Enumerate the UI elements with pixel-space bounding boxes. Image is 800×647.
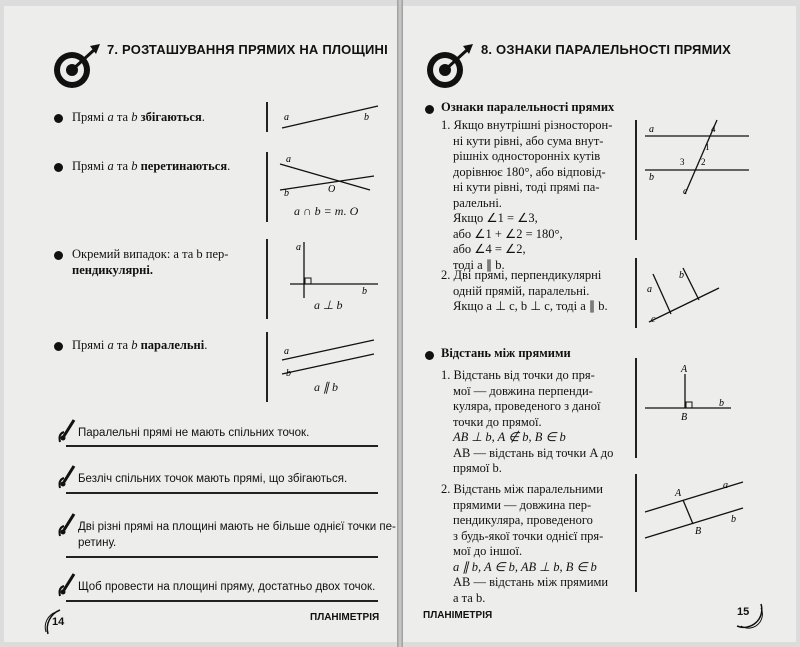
note-coincide: Безліч спільних точок мають прямі, що збігаються. bbox=[78, 473, 348, 485]
svg-text:a: a bbox=[284, 346, 289, 357]
svg-text:b: b bbox=[284, 188, 289, 199]
note-intersect-line1: Дві різні прямі на площині мають не більше однієї точки пе- bbox=[78, 521, 396, 533]
svg-text:3: 3 bbox=[680, 157, 685, 167]
page-title: 7. РОЗТАШУВАННЯ ПРЯМИХ НА ПЛОЩИНІ bbox=[107, 42, 388, 57]
pen-note-icon bbox=[56, 512, 78, 540]
diagram-perpendicular-lines bbox=[274, 238, 384, 303]
note-parallel: Паралельні прямі не мають спільних точок. bbox=[78, 427, 310, 439]
statement-coincide: Прямі a та b збігаються. bbox=[72, 110, 205, 124]
svg-text:B: B bbox=[695, 526, 702, 537]
statement-intersect: Прямі a та b перетинаються. bbox=[72, 159, 231, 173]
diagram-distance-parallel bbox=[643, 476, 753, 546]
bullet bbox=[54, 251, 63, 260]
bullet bbox=[425, 105, 434, 114]
svg-text:c: c bbox=[651, 314, 656, 325]
diagram-parallel-lines bbox=[274, 332, 384, 377]
divider bbox=[635, 358, 637, 458]
divider bbox=[635, 120, 637, 240]
note-rule bbox=[66, 445, 378, 447]
target-icon bbox=[52, 42, 104, 90]
left-page bbox=[4, 6, 397, 642]
divider bbox=[266, 239, 268, 319]
page-number-arc-icon bbox=[731, 596, 765, 630]
section-heading-parallel-signs: Ознаки паралельності прямих bbox=[441, 100, 615, 114]
svg-text:a: a bbox=[296, 242, 301, 253]
diagram-coinciding-lines bbox=[274, 98, 384, 138]
svg-text:c: c bbox=[683, 186, 688, 197]
svg-text:b: b bbox=[362, 286, 367, 297]
diagram-point-to-line bbox=[643, 364, 743, 434]
right-page: 8. ОЗНАКИ ПАРАЛЕЛЬНОСТІ ПРЯМИХ Ознаки паралельності прямих 1. Якщо внутрішні різносторон- ні кути рівні, або сума внут- рішніх односторонніх кутів дорівнює 180°, або відповід- ні кути рівні, тоді прямі па- ралельні. Якщо ∠1 = ∠3, або ∠1 + ∠2 = 180°, або ∠4 = ∠2, тоді a ∥ b. a b c 1 2 3 4 2. Дві прямі, перпендикулярні одній прямій, паралельні. Якщо a ⊥ c, b ⊥ c, тоді a ∥ b. a b c Відстань між прямими 1. Відстань від точки до пря- мої — довжина перпенди- куляра, проведеного з даної точки до прямої. AB ⊥ b, A ∉ b, B ∈ b AB — відстань від точки A до прямої b. A B b 2. Відстань між паралельними прямими — довжина пер- пендикуляра, проведеного з будь-якої точки однієї пря- мої до іншої. a ∥ b, A ∈ b, AB ⊥ b, B ∈ b AB — відстань між прямими a та b. A B a b ПЛАНІМЕТРІЯ 15 bbox=[403, 6, 796, 642]
footer-section: ПЛАНІМЕТРІЯ bbox=[310, 612, 380, 623]
page-title: 8. ОЗНАКИ ПАРАЛЕЛЬНОСТІ ПРЯМИХ bbox=[481, 42, 732, 57]
svg-text:A: A bbox=[675, 488, 682, 499]
label-a: a bbox=[284, 112, 289, 123]
footer-section: ПЛАНІМЕТРІЯ bbox=[423, 610, 493, 621]
svg-text:a: a bbox=[723, 480, 728, 491]
diagram-transversal-angles bbox=[643, 118, 763, 198]
note-intersect-line2: ретину. bbox=[78, 537, 117, 549]
note-rule bbox=[66, 492, 378, 494]
svg-text:b: b bbox=[649, 172, 654, 183]
note-rule bbox=[66, 600, 378, 602]
svg-text:a: a bbox=[647, 284, 652, 295]
bullet bbox=[54, 114, 63, 123]
svg-text:b: b bbox=[286, 368, 291, 377]
label-b: b bbox=[364, 112, 369, 123]
svg-text:a: a bbox=[649, 124, 654, 135]
divider bbox=[266, 102, 268, 132]
divider bbox=[266, 332, 268, 402]
svg-text:2: 2 bbox=[701, 157, 706, 167]
target-icon bbox=[425, 42, 477, 90]
pen-note-icon bbox=[56, 464, 78, 492]
svg-text:b: b bbox=[719, 398, 724, 409]
pen-note-icon bbox=[56, 418, 78, 446]
svg-text:O: O bbox=[328, 184, 336, 195]
divider bbox=[635, 474, 637, 592]
statement-parallel: Прямі a та b паралельні. bbox=[72, 338, 208, 352]
divider bbox=[266, 152, 268, 222]
section-heading-distance: Відстань між прямими bbox=[441, 346, 571, 360]
svg-text:b: b bbox=[679, 270, 684, 281]
svg-text:b: b bbox=[731, 514, 736, 525]
svg-text:4: 4 bbox=[711, 124, 716, 134]
svg-text:a: a bbox=[286, 154, 291, 165]
intersection-caption: a ∩ b = т. O bbox=[294, 204, 359, 218]
statement-perpendicular-line1: Окремий випадок: a та b пер- bbox=[72, 247, 229, 261]
bullet bbox=[54, 163, 63, 172]
bullet bbox=[54, 342, 63, 351]
svg-text:1: 1 bbox=[705, 142, 710, 152]
page-number: 15 bbox=[737, 606, 750, 618]
perpendicular-caption: a ⊥ b bbox=[314, 298, 343, 312]
page-number: 14 bbox=[52, 616, 65, 628]
bullet bbox=[425, 351, 434, 360]
note-rule bbox=[66, 556, 378, 558]
svg-text:A: A bbox=[681, 364, 688, 375]
pen-note-icon bbox=[56, 572, 78, 600]
diagram-two-perpendiculars bbox=[643, 262, 733, 332]
divider bbox=[635, 258, 637, 328]
parallel-caption: a ∥ b bbox=[314, 380, 338, 394]
statement-perpendicular-line2: пендикулярні. bbox=[72, 263, 153, 277]
note-two-points: Щоб провести на площині пряму, достатньо двох точок. bbox=[78, 581, 376, 593]
svg-text:B: B bbox=[681, 412, 688, 423]
